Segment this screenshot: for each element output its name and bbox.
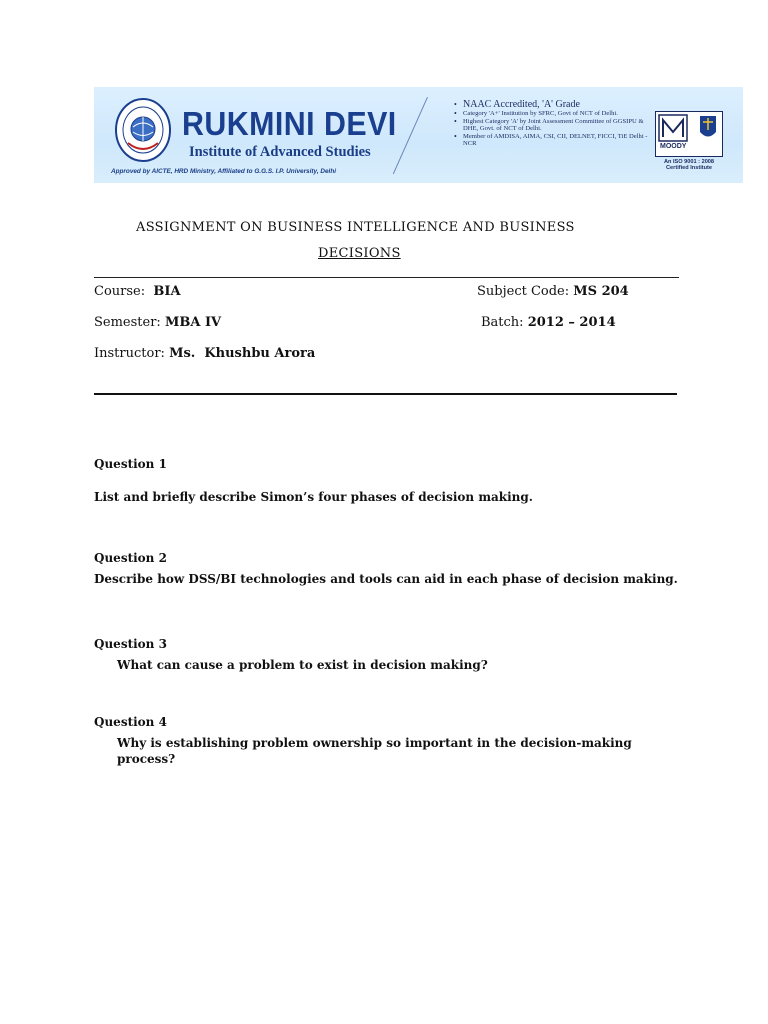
accreditation-list	[454, 99, 654, 148]
banner-divider	[393, 97, 428, 174]
assignment-title-line2: DECISIONS	[318, 246, 401, 261]
question-4-text: Why is establishing problem ownership so important in the decision-making process?	[117, 736, 632, 766]
assignment-title-line1: ASSIGNMENT ON BUSINESS INTELLIGENCE AND BUSINESS	[136, 220, 575, 235]
accreditation-item: • Member of AMDISA, AIMA, CSI, CII, DELNET, FICCI, TiE Delhi -NCR	[454, 133, 654, 148]
institute-name: RUKMINI DEVI	[182, 105, 397, 142]
instructor-label: Instructor:	[94, 346, 165, 361]
moody-mark-icon	[656, 112, 722, 144]
course-label: Course:	[94, 284, 146, 299]
accreditation-item: • Category 'A+' Institution by SFRC, Govt of NCT of Delhi.	[454, 110, 654, 118]
question-2-heading: Question 2	[94, 551, 167, 565]
question-1-text: List and briefly describe Simon’s four phases of decision making.	[94, 490, 533, 504]
semester-value: MBA IV	[164, 315, 222, 330]
question-2-text: Describe how DSS/BI technologies and tools can aid in each phase of decision making.	[94, 572, 678, 586]
moody-logo	[655, 111, 723, 157]
institute-emblem-icon	[114, 97, 172, 163]
course-value: BIA	[153, 284, 181, 299]
instructor-field	[94, 346, 315, 361]
subject-code-field	[477, 284, 629, 299]
institute-subtitle: Institute of Advanced Studies	[189, 144, 371, 160]
batch-field	[481, 315, 616, 330]
header-rule	[94, 393, 677, 395]
accreditation-item: • NAAC Accredited, 'A' Grade	[454, 99, 654, 110]
iso-certification: An ISO 9001 : 2008 Certified Institute	[663, 159, 715, 172]
title-divider	[94, 277, 679, 278]
question-1-heading: Question 1	[94, 457, 167, 471]
moody-label: MOODY	[660, 143, 687, 150]
subject-code-value: MS 204	[573, 284, 629, 299]
course-field	[94, 284, 181, 299]
question-3-text: What can cause a problem to exist in decision making?	[117, 658, 488, 672]
instructor-value: Ms. Khushbu Arora	[169, 346, 316, 361]
subject-code-label: Subject Code:	[477, 284, 570, 299]
semester-field	[94, 315, 221, 330]
semester-label: Semester:	[94, 315, 161, 330]
batch-label: Batch:	[481, 315, 524, 330]
institute-banner	[94, 87, 743, 183]
question-3-heading: Question 3	[94, 637, 167, 651]
question-4-heading: Question 4	[94, 715, 167, 729]
accreditation-item: • Highest Category 'A' by Joint Assessment Committee of GGSIPU & DHE, Govt. of NCT of Delhi.	[454, 118, 654, 133]
batch-value: 2012 – 2014	[527, 315, 616, 330]
approval-line: Approved by AICTE, HRD Ministry, Affiliated to G.G.S. I.P. University, Delhi	[111, 168, 337, 175]
